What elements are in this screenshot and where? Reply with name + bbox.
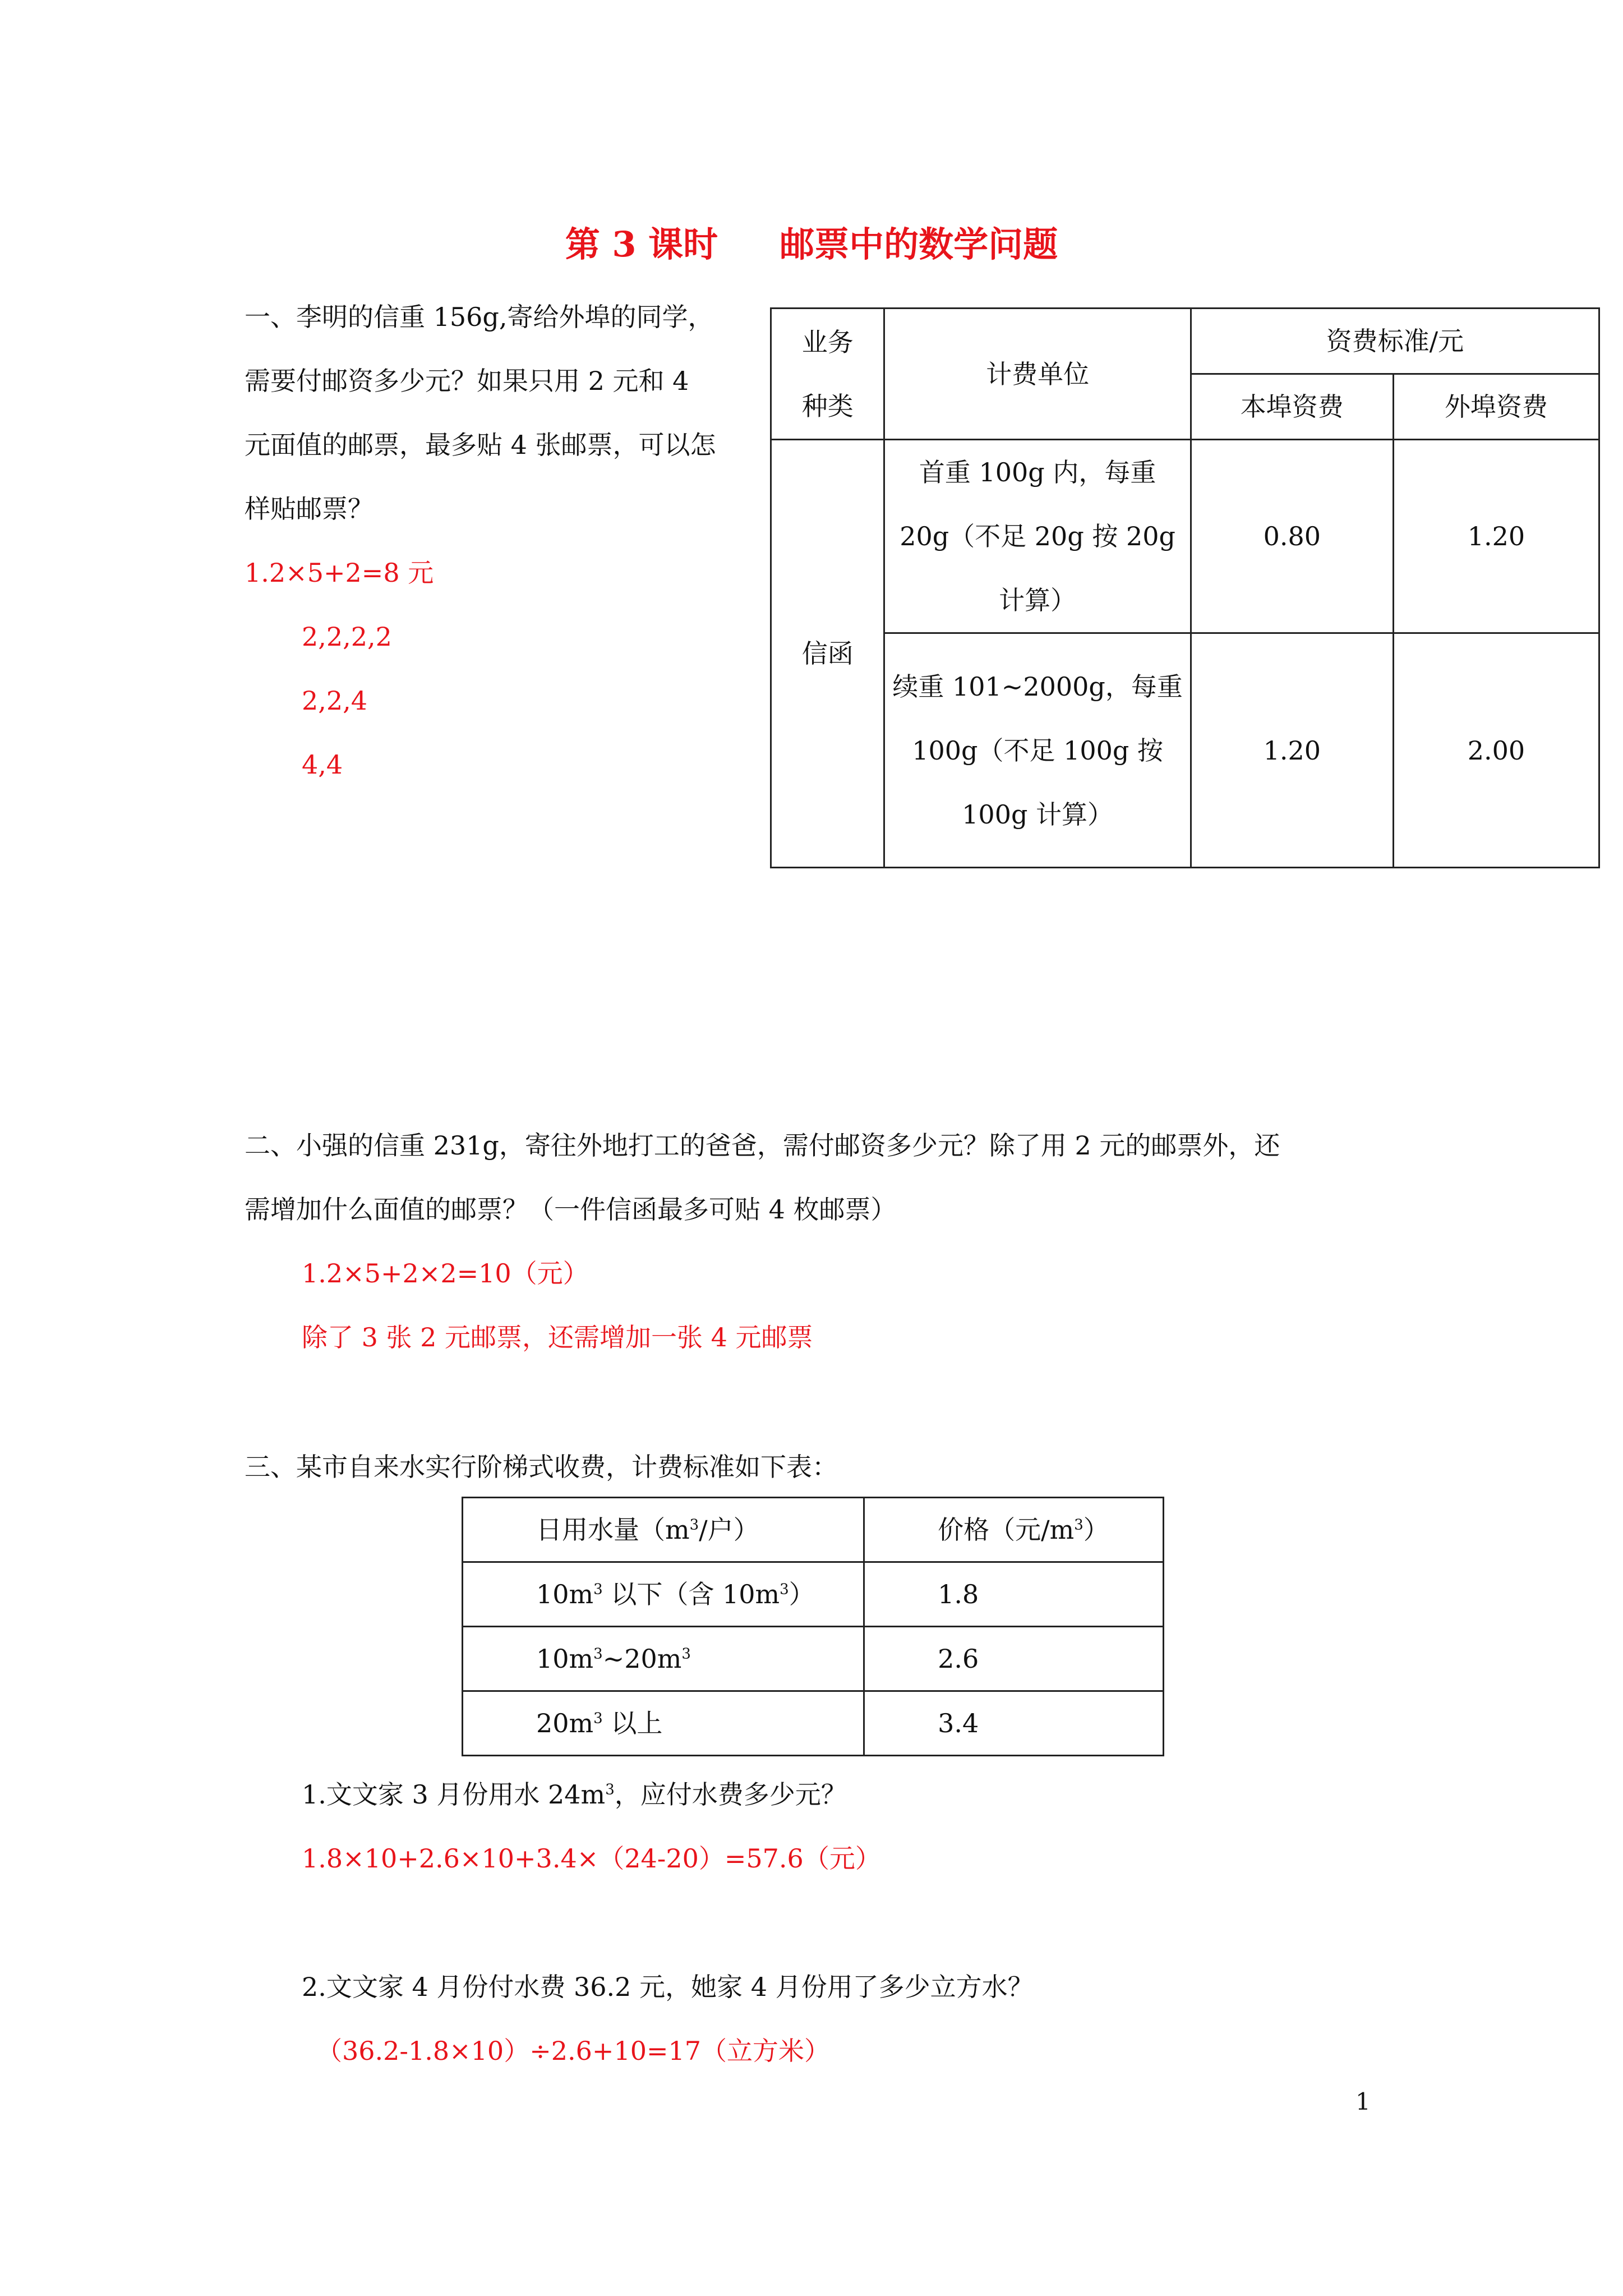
lesson-topic: 邮票中的数学问题 (780, 224, 1058, 265)
sub-question-2: 2.文文家 4 月份付水费 36.2 元，她家 4 月份用了多少立方水？ (302, 1972, 1034, 2002)
question-1-line: 样贴邮票？ (245, 494, 374, 524)
postal-rate-table (770, 307, 1600, 868)
header-price: 价格（元$/m^3$） (864, 1498, 1164, 1562)
other-rate-continued: 2.00 (1393, 633, 1599, 868)
answer-option: 2,2,4 (302, 685, 368, 716)
question-2-line: 二、小强的信重 231g，寄往外地打工的爸爸，需付邮资多少元？除了用 2 元的邮票外，还 (245, 1130, 1280, 1161)
question-1-line: 一、李明的信重 156g,寄给外埠的同学， (245, 302, 714, 332)
tier-price: 1.8 (864, 1562, 1164, 1627)
water-rate-table (462, 1497, 1164, 1756)
answer-option: 4,4 (302, 749, 343, 780)
usage-tier: $10m^3$ 以下（含 $10m^3$） (463, 1562, 864, 1627)
header-rate-standard: 资费标准/元 (1191, 309, 1599, 374)
sub-question-2-answer: （36.2-1.8×10）÷2.6+10=17（立方米） (316, 2036, 831, 2066)
question-1 (245, 285, 716, 797)
sub-question-1: 1.文文家 3 月份用水 $24m^3$，应付水费多少元？ (302, 1779, 847, 1810)
question-3-sub1 (302, 1763, 881, 1890)
question-3-sub2 (302, 1955, 1034, 2083)
question-2-line: 需增加什么面值的邮票？（一件信函最多可贴 4 枚邮票） (245, 1194, 897, 1225)
header-daily-water-usage: 日用水量（$m^3/$户） (463, 1498, 864, 1562)
tier-price: 3.4 (864, 1691, 1164, 1756)
question-1-line: 元面值的邮票，最多贴 4 张邮票，可以怎 (245, 430, 716, 460)
local-rate-continued: 1.20 (1191, 633, 1393, 868)
question-1-answer: 1.2×5+2=8 元 (245, 558, 434, 588)
lesson-label: 第 3 课时 (565, 224, 718, 265)
question-2 (245, 1114, 1280, 1369)
header-local-rate: 本埠资费 (1191, 374, 1393, 440)
page-title (0, 217, 1623, 266)
question-1-line: 需要付邮资多少元？如果只用 2 元和 4 (245, 366, 689, 396)
header-business-type: 业务 种类 (771, 309, 884, 440)
answer-option: 2,2,2,2 (302, 622, 392, 652)
local-rate-first: 0.80 (1191, 440, 1393, 633)
usage-tier: $20m^3$ 以上 (463, 1691, 864, 1756)
question-2-answer: 1.2×5+2×2=10（元） (302, 1258, 589, 1289)
question-2-answer: 除了 3 张 2 元邮票，还需增加一张 4 元邮票 (302, 1322, 813, 1352)
header-billing-unit: 计费单位 (884, 309, 1191, 440)
tier-price: 2.6 (864, 1627, 1164, 1691)
usage-tier: $10m^3\sim 20m^3$ (463, 1627, 864, 1691)
business-type-letter: 信函 (771, 440, 884, 868)
billing-unit-first: 首重 100g 内，每重 20g（不足 20g 按 20g 计算） (884, 440, 1191, 633)
billing-unit-continued: 续重 101~2000g，每重 100g（不足 100g 按 100g 计算） (884, 633, 1191, 868)
sub-question-1-answer: 1.8×10+2.6×10+3.4×（24-20）=57.6（元） (302, 1843, 881, 1874)
other-rate-first: 1.20 (1393, 440, 1599, 633)
page-number: 1 (1355, 2088, 1371, 2115)
question-3-intro: 三、某市自来水实行阶梯式收费，计费标准如下表： (245, 1452, 838, 1482)
header-other-rate: 外埠资费 (1393, 374, 1599, 440)
